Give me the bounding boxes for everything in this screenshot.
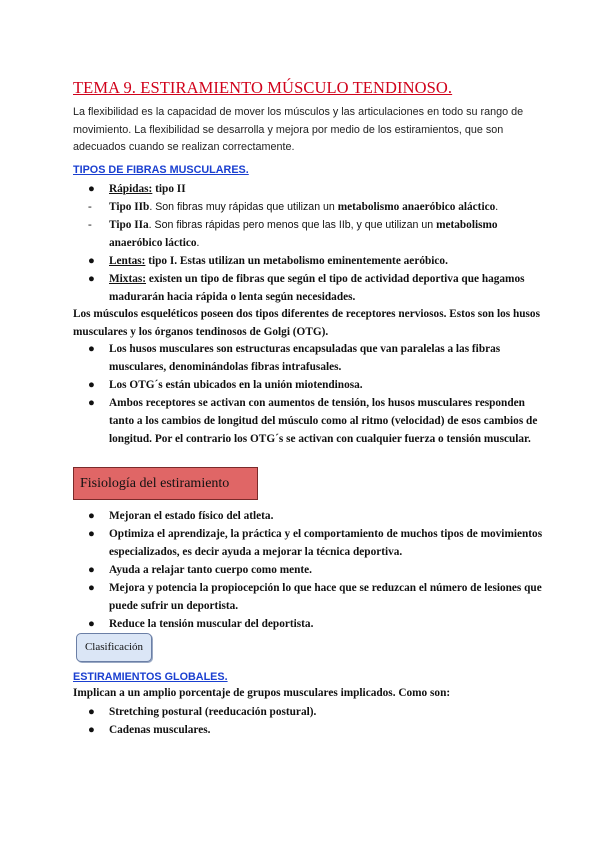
dash-marker: - (88, 201, 92, 213)
item-text: Reduce la tensión muscular del deportista. (109, 618, 314, 630)
bullet-marker: ● (88, 618, 95, 630)
list-item (73, 394, 543, 448)
globales-heading: ESTIRAMIENTOS GLOBALES. (73, 671, 228, 683)
bullet-marker: ● (88, 183, 95, 195)
item-text: Mejora y potencia la propiocepción lo que hace que se reduzcan el número de lesiones que puede sufrir un deportista. (109, 582, 542, 612)
fibras-heading: TIPOS DE FIBRAS MUSCULARES. (73, 164, 249, 176)
fibra-text: . Son fibras rápidas pero menos que las IIb, y que utilizan un (148, 219, 437, 231)
list-item (73, 216, 543, 252)
list-item (73, 376, 543, 394)
intro-paragraph: La flexibilidad es la capacidad de mover los músculos y las articulaciones en todo su rango de movimiento. La flexibilidad se desarrolla y mejora por medio de los estiramientos, que son adecuados cuando se realizan correctamente. (73, 106, 524, 153)
item-text: Mejoran el estado físico del atleta. (109, 510, 274, 522)
fibra-text: tipo II (152, 183, 186, 195)
list-item (73, 721, 543, 739)
list-item (73, 270, 543, 306)
bullet-marker: ● (88, 273, 95, 285)
receptores-paragraph: Los músculos esqueléticos poseen dos tipos diferentes de receptores nerviosos. Estos son los husos musculares y los órganos tendinosos de Golgi (OTG). (73, 308, 540, 338)
receptores-list (73, 340, 543, 448)
item-text: Cadenas musculares. (109, 724, 211, 736)
fibra-text: . Son fibras muy rápidas que utilizan un (149, 201, 338, 213)
fibra-label: Tipo IIb (109, 201, 150, 213)
list-item (73, 615, 543, 633)
fibra-label: Rápidas: (109, 183, 153, 195)
fisiologia-list (73, 507, 543, 633)
fibra-label: Tipo IIa (109, 219, 149, 231)
item-text: Stretching postural (reeducación postural). (109, 706, 317, 718)
list-item (73, 703, 543, 721)
bullet-marker: ● (88, 397, 95, 409)
fibra-strong: metabolismo anaeróbico aláctico (337, 201, 496, 213)
globales-list (73, 703, 543, 739)
bullet-marker: ● (88, 255, 95, 267)
page-title: TEMA 9. ESTIRAMIENTO MÚSCULO TENDINOSO. (73, 78, 453, 97)
list-item (73, 340, 543, 376)
bullet-marker: ● (88, 582, 95, 594)
list-item (73, 579, 543, 615)
item-text: Los husos musculares son estructuras encapsuladas que van paralelas a las fibras musculares, denominándolas fibras intrafusales. (109, 343, 501, 373)
bullet-marker: ● (88, 343, 95, 355)
fibra-strong: metabolismo anaeróbico láctico (109, 219, 498, 249)
fibras-list (73, 180, 543, 306)
list-item (73, 561, 543, 579)
fibra-tail: . (196, 237, 200, 249)
bullet-marker: ● (88, 528, 95, 540)
item-text: Los OTG´s están ubicados en la unión miotendinosa. (109, 379, 363, 391)
fibra-tail: . (495, 201, 499, 213)
globales-subtitle: Implican a un amplio porcentaje de grupos musculares implicados. Como son: (73, 687, 451, 699)
list-item (73, 198, 543, 216)
fibra-text: tipo I. Estas utilizan un metabolismo eminentemente aeróbico. (145, 255, 448, 267)
list-item (73, 507, 543, 525)
fibra-label: Mixtas: (109, 273, 147, 285)
item-text: Ayuda a relajar tanto cuerpo como mente. (109, 564, 312, 576)
item-text: Ambos receptores se activan con aumentos de tensión, los husos musculares responden tanto a los cambios de longitud del músculo como al ritmo (velocidad) de esos cambios de longitud. Por el contrario los OTG´s se activan con cualquier fuerza o tensión muscular. (109, 397, 538, 445)
bullet-marker: ● (88, 564, 95, 576)
fibra-label: Lentas: (109, 255, 146, 267)
bullet-marker: ● (88, 724, 95, 736)
fisiologia-heading-box: Fisiología del estiramiento (73, 467, 258, 500)
dash-marker: - (88, 219, 92, 231)
fibra-text: existen un tipo de fibras que según el tipo de actividad deportiva que hagamos madurarán hacia rápida o lenta según necesidades. (109, 273, 525, 303)
list-item (73, 180, 543, 198)
bullet-marker: ● (88, 510, 95, 522)
bullet-marker: ● (88, 379, 95, 391)
bullet-marker: ● (88, 706, 95, 718)
list-item (73, 252, 543, 270)
clasificacion-label-box: Clasificación (76, 633, 152, 662)
item-text: Optimiza el aprendizaje, la práctica y el comportamiento de muchos tipos de movimientos especializados, es decir ayuda a mejorar la técnica deportiva. (109, 528, 543, 558)
list-item (73, 525, 543, 561)
